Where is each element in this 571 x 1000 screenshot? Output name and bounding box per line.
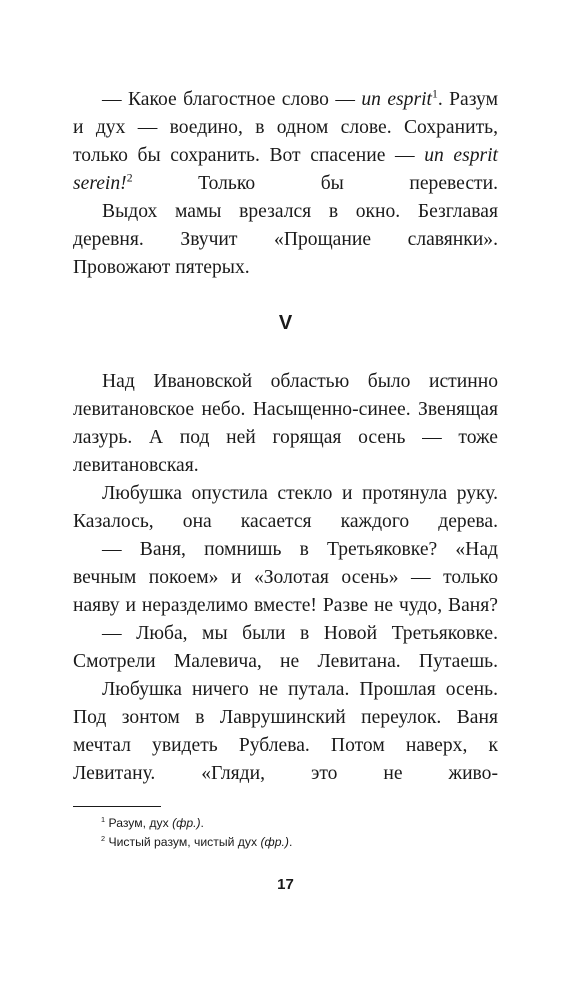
paragraph: Любушка опустила стекло и протянула руку. Казалось, она касается каждого дерева. [73,483,498,532]
footnote-mark: 2 [101,833,106,843]
footnote-lang: (фр.) [172,816,201,830]
footnote-lang: (фр.) [260,835,289,849]
footnote-end: . [200,816,204,830]
footnotes [73,814,498,852]
footnote-mark: 1 [101,814,106,824]
italic-phrase: un esprit [361,89,432,110]
paragraph: Над Ивановской областью было истинно левитановское небо. Насыщенно-синее. Звенящая лазурь. А под ней горящая осень — тоже левитановская. [73,371,498,476]
text-run: Только бы перевести. [132,173,498,194]
paragraph-village: Выдох мамы врезался в окно. Безглавая деревня. Звучит «Прощание славянки». Провожают пятерых. [73,201,498,278]
footnote-ref-1: 1 [431,87,438,101]
opening-text [73,86,498,282]
paragraph: — Люба, мы были в Новой Третьяковке. Смотрели Малевича, не Левитана. Путаешь. [73,623,498,672]
text-run: — Какое благостное слово — [102,89,362,110]
paragraph: — Ваня, помнишь в Третьяковке? «Над вечным покоем» и «Золотая осень» — только наяву и неразделимо вместе! Разве не чудо, Ваня? [73,539,498,616]
chapter-text [73,368,498,788]
footnote-divider [73,806,161,807]
footnote-text: Чистый разум, чистый дух [108,835,261,849]
chapter-heading: V [278,312,293,334]
italic-phrase: un esprit serein! [73,145,499,194]
page-number: 17 [277,876,294,893]
footnote-end: . [288,835,293,849]
text-run: . Разум и дух — воедино, в одном слове. Сохранить, только бы сохранить. Вот спасение — [73,89,498,166]
paragraph: Любушка ничего не путала. Прошлая осень. Под зонтом в Лаврушинский переулок. Ваня мечтал увидеть Рублева. Потом наверх, к Левитану. «Гляди, это не живо- [73,679,498,784]
footnote-ref-2: 2 [126,171,133,185]
paragraph-esprit [73,86,498,198]
footnote-1 [73,814,498,833]
footnote-text: Разум, дух [108,816,173,830]
footnote-2 [73,833,498,852]
